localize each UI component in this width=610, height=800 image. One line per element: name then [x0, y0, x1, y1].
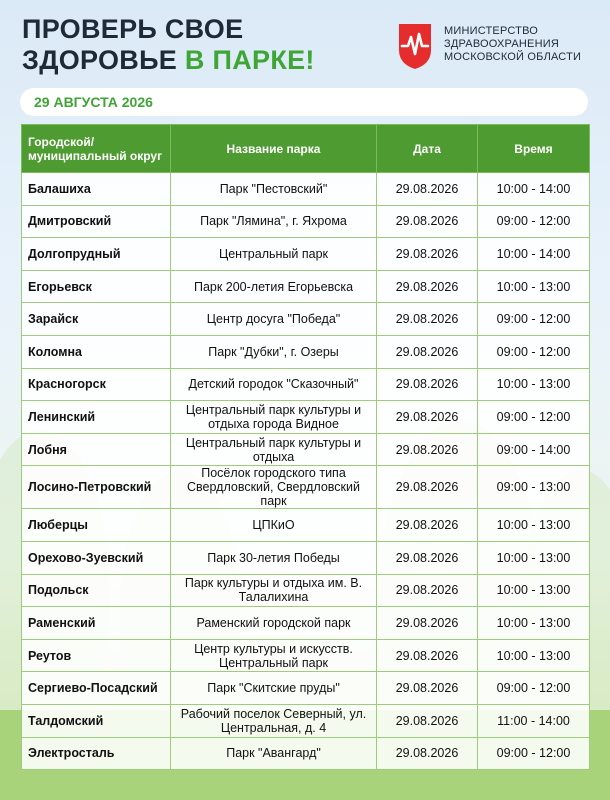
time-cell: 11:00 - 14:00 — [478, 704, 590, 737]
date-cell: 29.08.2026 — [377, 173, 478, 206]
district-cell: Ленинский — [22, 401, 171, 434]
table-row — [22, 303, 590, 336]
time-cell: 10:00 - 13:00 — [478, 607, 590, 640]
time-cell: 09:00 - 12:00 — [478, 335, 590, 368]
time-cell: 10:00 - 13:00 — [478, 639, 590, 672]
title-line-1: ПРОВЕРЬ СВОЕ — [22, 14, 244, 44]
park-cell: Детский городок "Сказочный" — [171, 368, 377, 401]
park-cell: Парк 30-летия Победы — [171, 541, 377, 574]
park-cell: Посёлок городского типа Свердловский, Свердловский парк — [171, 466, 377, 509]
date-cell: 29.08.2026 — [377, 303, 478, 336]
parks-schedule-table — [21, 124, 590, 770]
time-cell: 10:00 - 13:00 — [478, 541, 590, 574]
table-row — [22, 607, 590, 640]
district-cell: Раменский — [22, 607, 171, 640]
header-park: Название парка — [171, 125, 377, 173]
park-cell: Парк "Авангард" — [171, 737, 377, 770]
time-cell: 09:00 - 12:00 — [478, 401, 590, 434]
table-row — [22, 433, 590, 466]
park-cell: Центр культуры и искусств. Центральный парк — [171, 639, 377, 672]
park-cell: Центр досуга "Победа" — [171, 303, 377, 336]
time-cell: 09:00 - 12:00 — [478, 205, 590, 238]
time-cell: 10:00 - 13:00 — [478, 368, 590, 401]
park-cell: Парк 200-летия Егорьевска — [171, 270, 377, 303]
time-cell: 10:00 - 14:00 — [478, 173, 590, 206]
date-cell: 29.08.2026 — [377, 466, 478, 509]
time-cell: 09:00 - 12:00 — [478, 303, 590, 336]
table-row — [22, 574, 590, 607]
date-cell: 29.08.2026 — [377, 704, 478, 737]
time-cell: 09:00 - 14:00 — [478, 433, 590, 466]
date-cell: 29.08.2026 — [377, 639, 478, 672]
district-cell: Дмитровский — [22, 205, 171, 238]
table-row — [22, 238, 590, 271]
park-cell: Центральный парк — [171, 238, 377, 271]
park-cell: Парк "Дубки", г. Озеры — [171, 335, 377, 368]
park-cell: Раменский городской парк — [171, 607, 377, 640]
park-cell: Рабочий поселок Северный, ул. Центральная, д. 4 — [171, 704, 377, 737]
district-cell: Лобня — [22, 433, 171, 466]
district-cell: Лосино-Петровский — [22, 466, 171, 509]
header-date: Дата — [377, 125, 478, 173]
table-row — [22, 639, 590, 672]
time-cell: 10:00 - 13:00 — [478, 574, 590, 607]
table-row — [22, 173, 590, 206]
park-cell: Парк "Скитские пруды" — [171, 672, 377, 705]
district-cell: Сергиево-Посадский — [22, 672, 171, 705]
table-row — [22, 541, 590, 574]
table-row — [22, 704, 590, 737]
district-cell: Балашиха — [22, 173, 171, 206]
date-cell: 29.08.2026 — [377, 205, 478, 238]
time-cell: 10:00 - 13:00 — [478, 509, 590, 542]
date-cell: 29.08.2026 — [377, 270, 478, 303]
time-cell: 10:00 - 13:00 — [478, 270, 590, 303]
table-row — [22, 335, 590, 368]
district-cell: Долгопрудный — [22, 238, 171, 271]
header-time: Время — [478, 125, 590, 173]
date-cell: 29.08.2026 — [377, 238, 478, 271]
table-row — [22, 509, 590, 542]
district-cell: Орехово-Зуевский — [22, 541, 171, 574]
district-cell: Подольск — [22, 574, 171, 607]
district-cell: Зарайск — [22, 303, 171, 336]
date-cell: 29.08.2026 — [377, 607, 478, 640]
ministry-name — [444, 25, 581, 64]
table-header-row — [22, 125, 590, 173]
table-row — [22, 368, 590, 401]
ministry-line-3: МОСКОВСКОЙ ОБЛАСТИ — [444, 51, 582, 63]
ministry-shield-logo-icon — [397, 22, 433, 70]
date-banner — [20, 88, 588, 116]
date-cell: 29.08.2026 — [377, 335, 478, 368]
district-cell: Егорьевск — [22, 270, 171, 303]
district-cell: Реутов — [22, 639, 171, 672]
date-cell: 29.08.2026 — [377, 737, 478, 770]
title-line-2-main: ЗДОРОВЬЕ — [22, 45, 185, 75]
title-line-2 — [22, 45, 315, 76]
table-row — [22, 466, 590, 509]
time-cell: 10:00 - 14:00 — [478, 238, 590, 271]
district-cell: Люберцы — [22, 509, 171, 542]
time-cell: 09:00 - 13:00 — [478, 466, 590, 509]
date-cell: 29.08.2026 — [377, 541, 478, 574]
district-cell: Талдомский — [22, 704, 171, 737]
date-cell: 29.08.2026 — [377, 368, 478, 401]
date-banner-text: 29 АВГУСТА 2026 — [34, 94, 153, 110]
date-cell: 29.08.2026 — [377, 509, 478, 542]
date-cell: 29.08.2026 — [377, 401, 478, 434]
district-cell: Электросталь — [22, 737, 171, 770]
date-cell: 29.08.2026 — [377, 574, 478, 607]
time-cell: 09:00 - 12:00 — [478, 672, 590, 705]
table-row — [22, 737, 590, 770]
header-district: Городской/ муниципальный округ — [22, 125, 171, 173]
park-cell: Центральный парк культуры и отдыха — [171, 433, 377, 466]
park-cell: ЦПКиО — [171, 509, 377, 542]
page-title — [22, 14, 315, 76]
district-cell: Красногорск — [22, 368, 171, 401]
page-header — [0, 0, 610, 88]
table-row — [22, 401, 590, 434]
park-cell: Центральный парк культуры и отдыха города Видное — [171, 401, 377, 434]
date-cell: 29.08.2026 — [377, 672, 478, 705]
park-cell: Парк "Пестовский" — [171, 173, 377, 206]
table-row — [22, 270, 590, 303]
table-row — [22, 672, 590, 705]
park-cell: Парк "Лямина", г. Яхрома — [171, 205, 377, 238]
table-row — [22, 205, 590, 238]
time-cell: 09:00 - 12:00 — [478, 737, 590, 770]
ministry-line-2: ЗДРАВООХРАНЕНИЯ — [444, 38, 559, 50]
district-cell: Коломна — [22, 335, 171, 368]
title-line-2-accent: В ПАРКЕ! — [184, 45, 315, 75]
park-cell: Парк культуры и отдыха им. В. Талалихина — [171, 574, 377, 607]
date-cell: 29.08.2026 — [377, 433, 478, 466]
ministry-line-1: МИНИСТЕРСТВО — [444, 25, 538, 37]
